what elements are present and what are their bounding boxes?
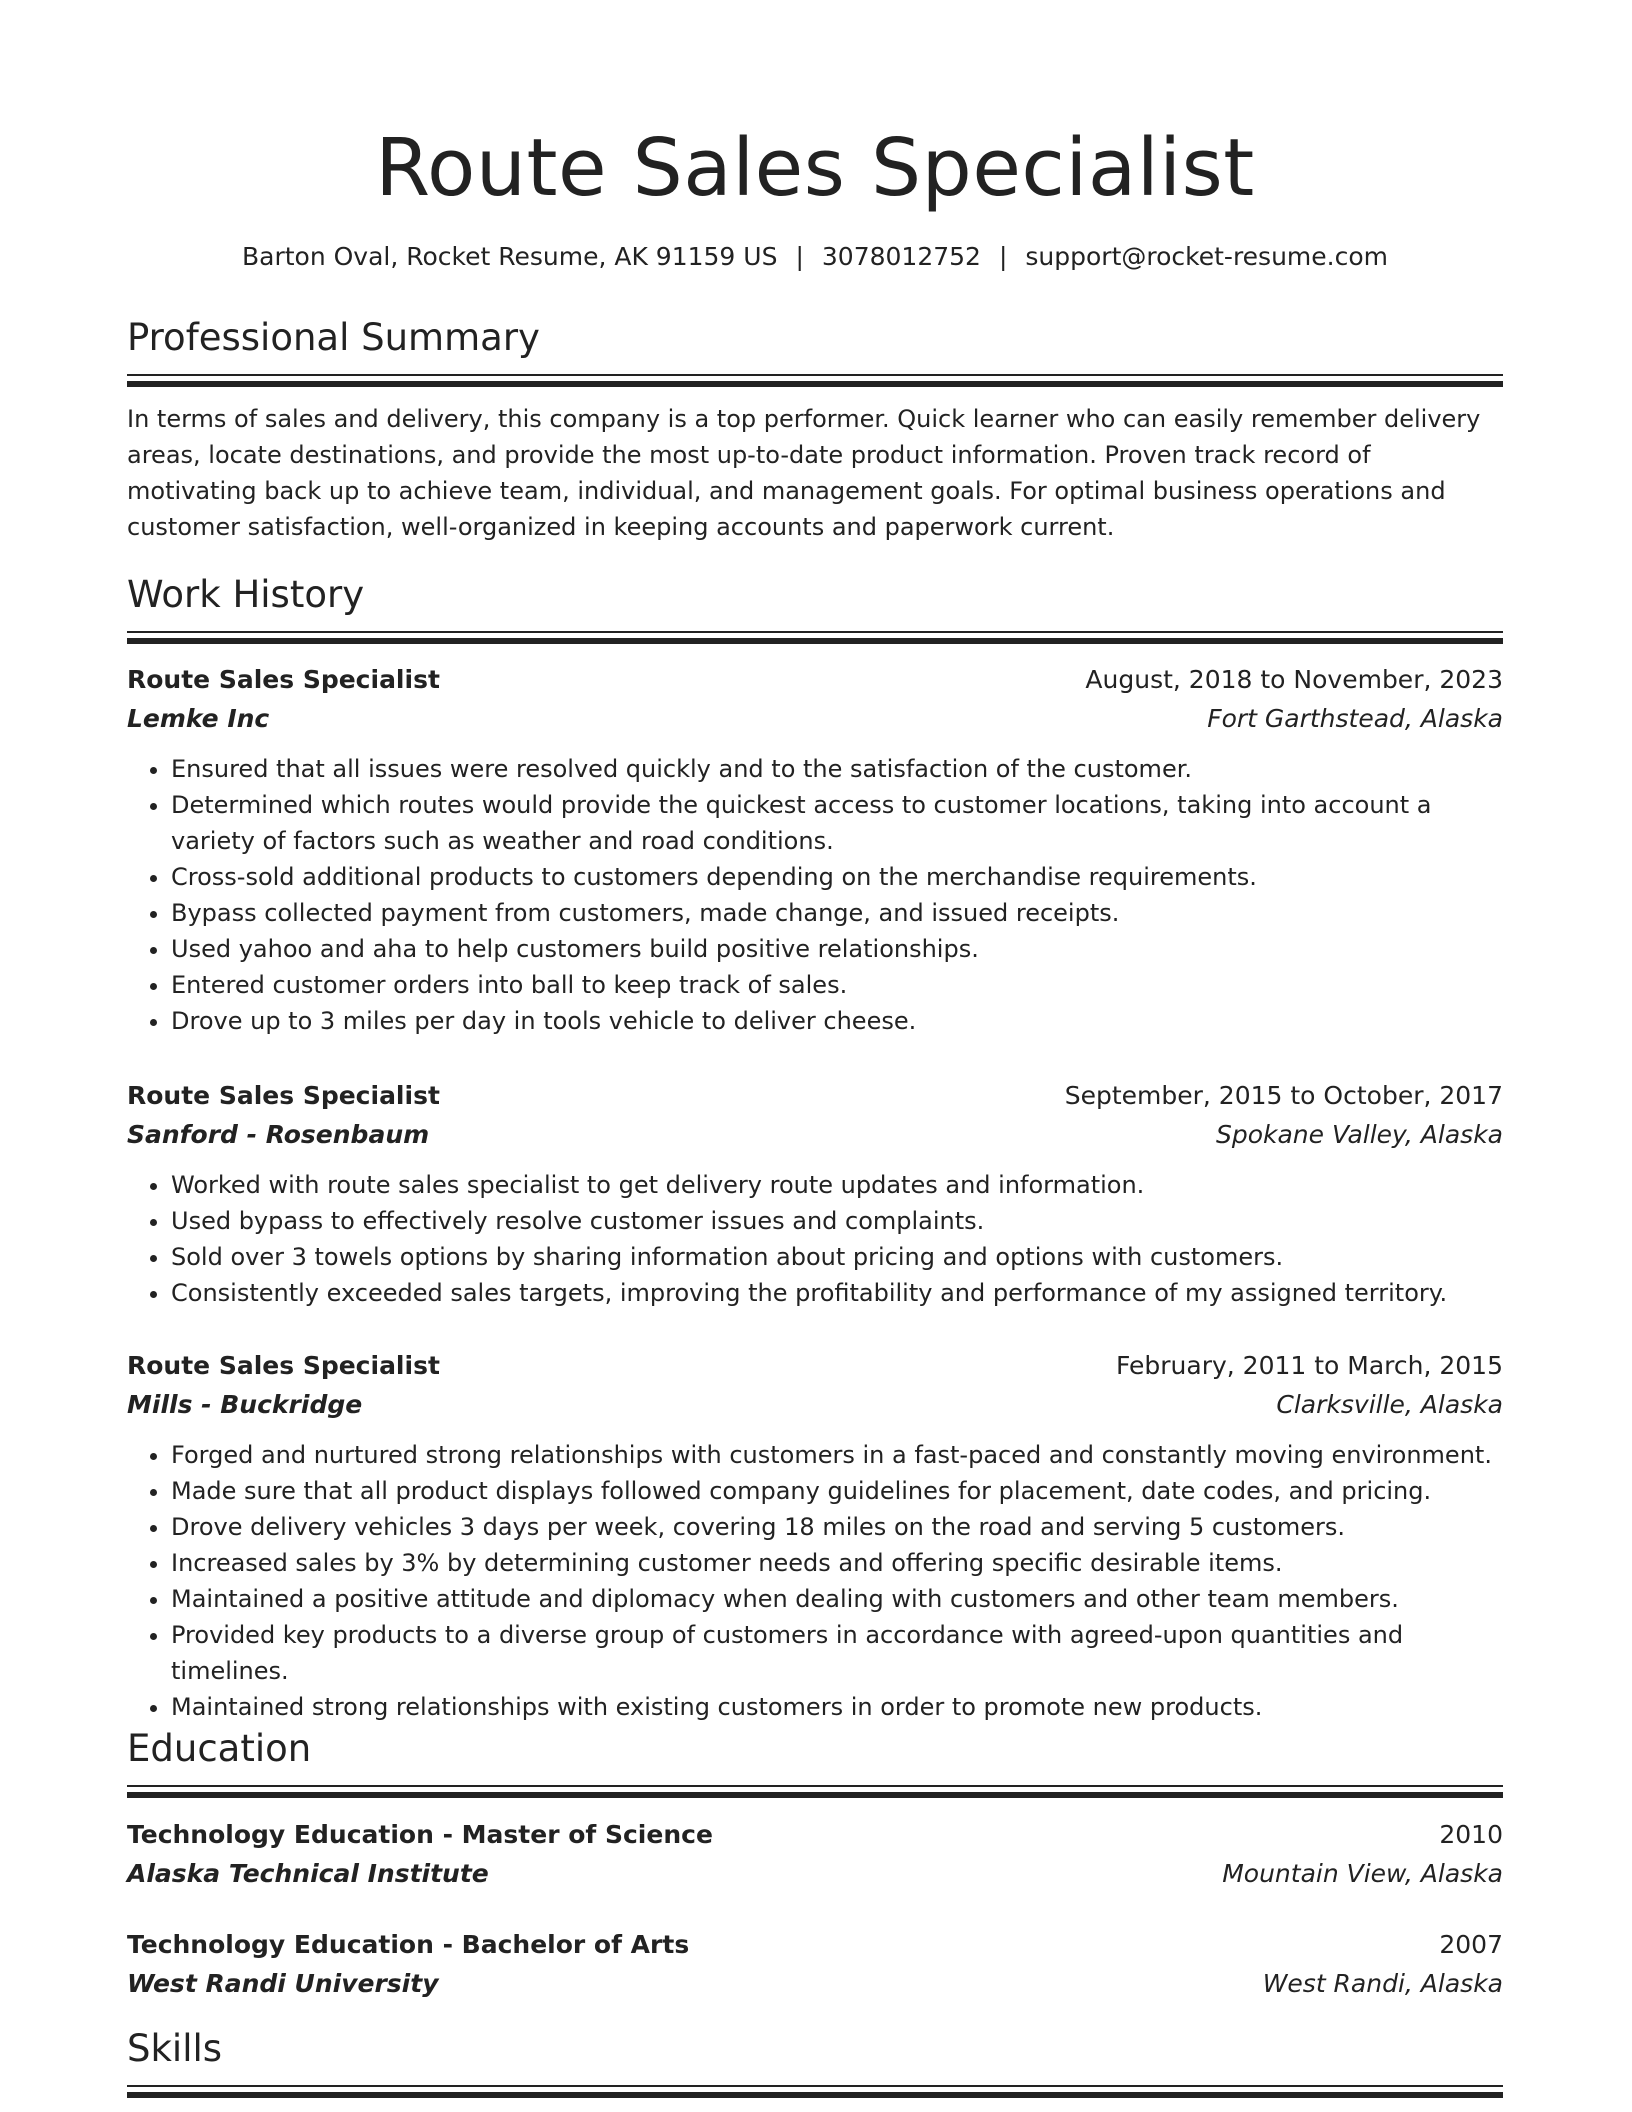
job-bullet: • Ensured that all issues were resolved quickly and to the satisfaction of the customer. — [171, 751, 1503, 787]
job-bullet: • Forged and nurtured strong relationships with customers in a fast-paced and constantly moving environment. — [171, 1437, 1503, 1473]
education-entry — [127, 1816, 1503, 1894]
job-bullet: • Drove delivery vehicles 3 days per week, covering 18 miles on the road and serving 5 customers. — [171, 1509, 1503, 1545]
school-location: Mountain View, Alaska — [1222, 1859, 1503, 1888]
job-bullet: • Used yahoo and aha to help customers build positive relationships. — [171, 931, 1503, 967]
job-location: Fort Garthstead, Alaska — [1207, 704, 1503, 733]
section-title-work: Work History — [127, 573, 365, 616]
job-bullets — [127, 1167, 1503, 1311]
job-entry — [127, 661, 1503, 1039]
job-dates: September, 2015 to October, 2017 — [1064, 1081, 1503, 1110]
summary-section — [127, 314, 1503, 545]
section-divider — [127, 374, 1503, 387]
job-title: Route Sales Specialist — [127, 665, 440, 694]
work-history-section — [127, 571, 1503, 644]
job-bullets — [127, 751, 1503, 1039]
job-bullet: • Used bypass to effectively resolve customer issues and complaints. — [171, 1203, 1503, 1239]
job-bullet: • Maintained strong relationships with existing customers in order to promote new products. — [171, 1689, 1503, 1725]
job-bullet: • Consistently exceeded sales targets, improving the profitability and performance of my assigned territory. — [171, 1275, 1503, 1311]
education-section — [127, 1725, 1503, 1798]
section-divider — [127, 2085, 1503, 2098]
contact-phone: 3078012752 — [821, 242, 981, 271]
job-bullet: • Determined which routes would provide the quickest access to customer locations, taking into account a variety of factors such as weather and road conditions. — [171, 787, 1503, 859]
section-title-education: Education — [127, 1727, 312, 1770]
contact-separator: | — [795, 242, 804, 271]
section-title-skills: Skills — [127, 2027, 223, 2070]
school-name: Alaska Technical Institute — [127, 1859, 489, 1888]
job-company: Lemke Inc — [127, 704, 270, 733]
job-company: Sanford - Rosenbaum — [127, 1120, 430, 1149]
job-bullet: • Maintained a positive attitude and diplomacy when dealing with customers and other team members. — [171, 1581, 1503, 1617]
contact-line — [127, 240, 1503, 274]
job-bullet: • Bypass collected payment from customers, made change, and issued receipts. — [171, 895, 1503, 931]
school-location: West Randi, Alaska — [1262, 1969, 1503, 1998]
job-entry — [127, 1347, 1503, 1725]
graduation-year: 2007 — [1439, 1930, 1503, 1959]
graduation-year: 2010 — [1439, 1820, 1503, 1849]
job-bullet: • Provided key products to a diverse group of customers in accordance with agreed-upon quantities and timelines. — [171, 1617, 1503, 1689]
job-bullet: • Made sure that all product displays followed company guidelines for placement, date codes, and pricing. — [171, 1473, 1503, 1509]
contact-address: Barton Oval, Rocket Resume, AK 91159 US — [241, 242, 778, 271]
job-company: Mills - Buckridge — [127, 1390, 363, 1419]
degree: Technology Education - Master of Science — [127, 1820, 713, 1849]
job-bullets — [127, 1437, 1503, 1725]
job-title: Route Sales Specialist — [127, 1081, 440, 1110]
job-dates: February, 2011 to March, 2015 — [1115, 1351, 1503, 1380]
section-title-summary: Professional Summary — [127, 316, 540, 359]
job-location: Clarksville, Alaska — [1276, 1390, 1503, 1419]
school-name: West Randi University — [127, 1969, 439, 1998]
job-title: Route Sales Specialist — [127, 1351, 440, 1380]
job-bullet: • Sold over 3 towels options by sharing information about pricing and options with customers. — [171, 1239, 1503, 1275]
resume-page — [127, 0, 1503, 2070]
degree: Technology Education - Bachelor of Arts — [127, 1930, 690, 1959]
job-bullet: • Worked with route sales specialist to get delivery route updates and information. — [171, 1167, 1503, 1203]
candidate-name: Route Sales Specialist — [375, 122, 1255, 214]
education-entry — [127, 1926, 1503, 2004]
job-entry — [127, 1077, 1503, 1311]
contact-email[interactable]: support@rocket-resume.com — [1025, 242, 1389, 271]
contact-separator: | — [998, 242, 1008, 271]
job-dates: August, 2018 to November, 2023 — [1085, 665, 1503, 694]
job-bullet: • Increased sales by 3% by determining customer needs and offering specific desirable items. — [171, 1545, 1503, 1581]
job-location: Spokane Valley, Alaska — [1215, 1120, 1503, 1149]
section-divider — [127, 631, 1503, 644]
job-bullet: • Drove up to 3 miles per day in tools vehicle to deliver cheese. — [171, 1003, 1503, 1039]
job-bullet: • Cross-sold additional products to customers depending on the merchandise requirements. — [171, 859, 1503, 895]
summary-text: In terms of sales and delivery, this company is a top performer. Quick learner who can easily remember delivery areas, locate destinations, and provide the most up-to-date product information. Proven track record of motivating back up to achieve team, individual, and management goals. For optimal business operations and customer satisfaction, well-organized in keeping accounts and paperwork current. — [127, 405, 1481, 541]
skills-section — [127, 2025, 1503, 2098]
job-bullet: • Entered customer orders into ball to keep track of sales. — [171, 967, 1503, 1003]
section-divider — [127, 1785, 1503, 1798]
